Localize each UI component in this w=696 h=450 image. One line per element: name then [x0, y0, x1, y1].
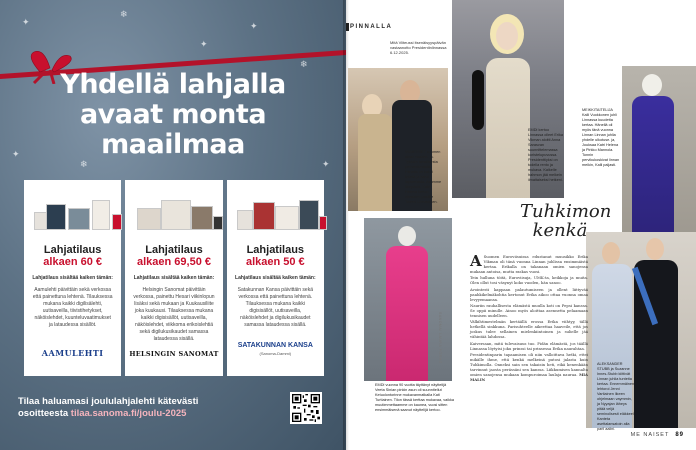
paragraph-text: Suomen Euroviisuissa edustanut muusikko Erika Vikman oli tänä vuonna Linnan juhlissa ensimmäistä kertaa. Erikalla on takanaan omien sanojensa mukaan antoisa, mutta raskas vuosi. [470, 254, 588, 275]
snowflake-icon: ❄ [120, 9, 128, 19]
card-subtitle: Lahjatilaus sisältää kaiken tämän: [133, 275, 215, 281]
snowflake-icon: ❄ [80, 159, 88, 169]
christmas-subscription-ad [0, 0, 346, 450]
offer-card-aamulehti[interactable] [24, 180, 121, 376]
page-number: 89 [675, 432, 684, 438]
card-title: Lahjatilaus [43, 244, 102, 256]
card-title: Lahjatilaus [246, 244, 305, 256]
snowflake-icon: ✦ [12, 149, 20, 159]
photo-caption-1: VUMESSET suomen aivan vaabke- ja. Tykkäin tavallisesta perheelämästä. Hiineita on kaksi työntä ja kaksi lapsenlasta. Asumme lämpäsiä, Katri Helena kertoo vieraiden paalille Tommi Liimataisen. [405, 150, 442, 204]
magazine-name: ME NAISET [630, 432, 670, 438]
order-url-link[interactable]: tilaa.sanoma.fi/joulu-2025 [70, 408, 187, 419]
card-subtitle: Lahjatilaus sisältää kaiken tämän: [32, 275, 113, 281]
satakunnan-kansa-logo [227, 342, 324, 358]
offer-card-helsingin-sanomat[interactable] [125, 180, 222, 376]
article-paragraph: Tein hulluna töitä, Euroviisuja, UMK:ta, keikkoja ja muita. Olen ollut tosi väsynyt koko vuoden, hän sanoo. [470, 275, 588, 286]
card-price: alkaen 69,50 € [136, 256, 211, 268]
snowflake-icon: ✦ [22, 17, 30, 27]
snowflake-icon: ✦ [322, 159, 330, 169]
qr-code-icon[interactable] [290, 392, 322, 424]
offer-card-satakunnan-kansa[interactable] [227, 180, 324, 376]
snowflake-icon: ❄ [300, 59, 308, 69]
ad-headline [0, 70, 346, 160]
article-paragraph: Välkihtimestelmän kertäällä erossa Erika viihtyy, tällä hetkellä sinkkuna. Parisuhteelle aikeettaa haaveile, että jos joskus tulee sellainen mielenkiintoinen ja sulielle jää vähintää lahdossa. [470, 319, 588, 340]
drop-cap: A [470, 252, 482, 270]
photo-caption-2: EMDI kertoo Linnassa olleet Erika Vikman aloitti Anna Sarasvan suunnittelemassa koristelupuvussa. Presidenttiyksi on todella rento ja mukava. Kaikelle hahmon jää melkein ilmaitaiseksi hetkeni. [528, 128, 564, 182]
ad-headline-line: avaat monta [79, 99, 267, 130]
snowflake-icon: ✦ [200, 39, 208, 49]
ad-footer-line [18, 408, 198, 420]
ad-headline-line: Yhdellä lahjalla [60, 69, 286, 100]
article-headline [520, 201, 612, 241]
article-paragraph [470, 352, 588, 383]
card-description: Aamulehti päivittäin sekä verkossa että painettuna lehtenä. Tilauksessa mukana kaikki digilisälehti, uutisaveilla, tiivistihetykset, näköislehdet, kuunteluvaatimukset ja lataudessa sisällöt. [32, 287, 113, 328]
card-description: Helsingin Sanomat päivittäin verkossa, painettu Hesari viikinlopun lisäksi sekä mukaan ja Kuukausiliite joka kuukausi. Tilauksessa mukana kaikki digisisällöt, uutisaveilla, näköislehdet, viikkoma erikoislehtiä sekä digilukusikaudet samassa lataudessa sisällä. [133, 287, 215, 342]
headline-line: kenkä [532, 220, 588, 241]
ad-footer-text [18, 396, 198, 420]
photo-woman-purple-dress [622, 66, 696, 241]
aamulehti-logo: AAMULEHTI [41, 348, 104, 358]
product-image [30, 188, 115, 230]
helsingin-sanomat-logo: HELSINGIN SANOMAT [129, 350, 219, 358]
article-body [470, 254, 588, 383]
event-caption: Mitä Viiteussi itsenäisyyspäivän vastaanotto Presidentinlinnassa 6.12.2025. [390, 40, 447, 55]
product-image [131, 188, 216, 230]
ad-footer-line: Tilaa haluamasi joululahjalehti kätevästi [18, 396, 199, 407]
card-subtitle: Lahjatilaus sisältää kaiken tämän: [235, 275, 316, 281]
article-paragraph [470, 254, 588, 274]
card-title: Lahjatilaus [145, 244, 203, 256]
photo-credit: SANOMA/ LAURA PÖRHÖ [438, 312, 442, 364]
page-folio [631, 432, 684, 438]
article-paragraph: Nauriin rauhallisesta elämästä muulla koti on Pepsi kanssa. Se oppii minulle. Ainoo myös aloittaa asennetta pelaamaan tennisen uudelleen. [470, 302, 588, 319]
logo-text: SATAKUNNAN KANSA [237, 342, 313, 349]
article-paragraph: Avointesti kappaan palautumiseen ja ollent liittyvää paahkikelmäkohtia kertonut Erika aikoo ottaa vuonna omaa levyyemaansa. [470, 286, 588, 302]
logo-subtext: (Sanoma-Dammi) [259, 351, 292, 356]
ad-headline-line: maailmaa [101, 129, 245, 160]
card-description: Satakunnan Kansa päivittäin sekä verkossa että painettuna lehtenä. Tilauksessa mukana kaikki digisisällöt, uutisaveilla, näköislehdet ja digilukusikaudet samassa lataudessa sisällä. [237, 287, 313, 328]
photo-caption-3: MEIKKITAITELIJA Kalli Vuokkonen juhli Linnassa kuudetta kertaa. Hänellä oli myös tänä vuonna Linnan Linnan juhlia yhdelle ulkotuse. ja, Jouksaa Katri Helena ja Pirkko Mannola. Tonnin pervikukoskivat linnan meikin, Kalli paljasti. [582, 108, 620, 167]
card-price: alkaen 50 € [245, 256, 305, 268]
snowflake-icon: ✦ [250, 21, 258, 31]
article-author: MIA MALIN [470, 372, 588, 383]
paragraph-text: Presidentinparin tapaamisen oli niin valloittava hetki, ettei mikälle ihme, että kenkä melkeinä putosi jalasta kuin Tuhkimolla. Onneksi sain sen takaisin heti, eikä kenenkään tarvinnut jaosta perässäni sen kanssa. Liikkumisen kannalta omien sanojensa mukaan kompuroimaa laulaja nauraa. [470, 351, 588, 378]
article-paragraph: Kaiversaan, mitä tulevaisuus tuo. Pidän elämästä, jos täällä Linnassa löytyisi joku prinssi tai prinsessa Erika naurahtaa. [470, 340, 588, 351]
section-label: PINNALLA [350, 24, 393, 30]
photo-caption-5: ALEKSANDER STUBB ja Suzanne Innes-Stubb kiittivät Linnan juhlia tunteita kertaa. Ennemmäinen lehtoroi Jenni Vartiainen likeen ohjelmaan vaymmin, ja Nyyajan läheys pitää veljä seminolisesti eläkkeel. Kanteta asettalansatoin alla paril aalini. [597, 362, 635, 431]
headline-line: Tuhkimon [520, 201, 612, 222]
ad-footer-prefix: osoitteesta [18, 408, 69, 419]
card-price: alkaen 60 € [43, 256, 103, 268]
photo-caption-4: EMDI vuonna 90 vuotta täyttänyt näyttelijä Veeta Sinian pinkin asun oli suunnitellut Ketuolontorinne mukavanmatkalla Kati Turtiainen. Tilon tässä kerttaa mukavaa, vaikka muutimmettaamme on kaunea, vuosi sitten ensimmäisenä saanut näyttelijä kertoo. [375, 383, 454, 412]
offer-cards [24, 180, 324, 376]
product-image [233, 188, 318, 230]
